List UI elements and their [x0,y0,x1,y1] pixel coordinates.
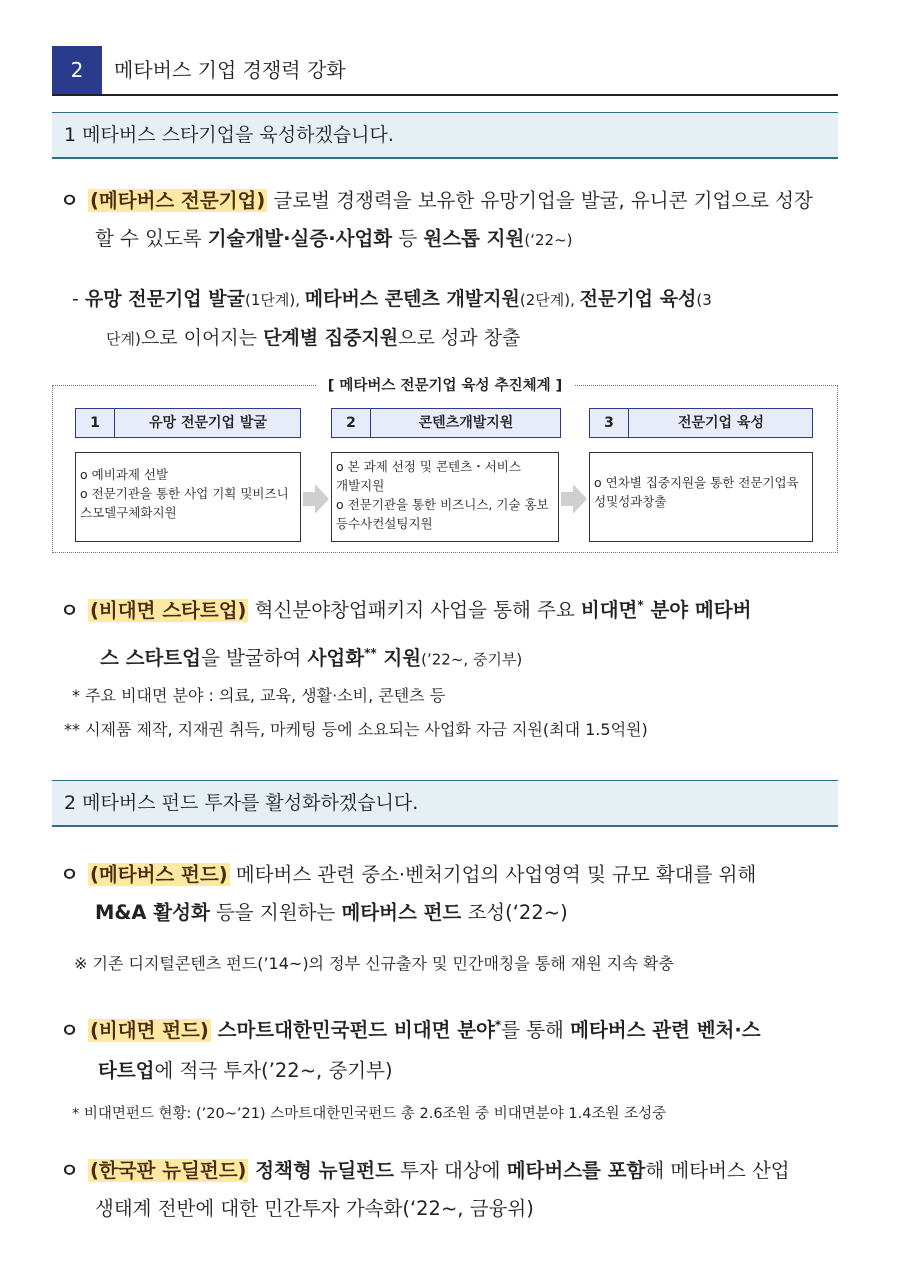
stage-3-body [589,452,813,542]
bold-text: 비대면 [580,598,638,622]
tag-label: (비대면 스타트업) [90,598,247,622]
text: 생태계 전반에 대한 민간투자 가속화(‘22~, 금융위) [95,1197,534,1220]
arrow-right-icon [561,484,587,514]
paragraph-metaverse-fund [60,856,850,932]
bold-text: 타트업 [98,1058,155,1082]
footnote-mark: * [637,598,644,612]
bold-text: 스마트대한민국펀드 비대면 분야 [210,1018,495,1042]
tag-label: (메타버스 펀드) [90,863,228,886]
bullet: ㅇ [60,598,79,622]
footnote: * 비대면펀드 현황: (’20~’21) 스마트대한민국펀드 총 2.6조원 중 비대면분야 1.4조원 조성중 [72,1106,667,1122]
text: 해 메타버스 산업 [645,1159,790,1182]
text: 를 통해 [501,1018,571,1042]
tag-label: (한국판 뉴딜펀드) [90,1159,247,1182]
stage-label: 전문기업 육성 [677,415,765,431]
diagram-title: [ 메타버스 전문기업 육성 추진체계 ] [316,378,575,394]
stage-number: 3 [590,409,629,437]
bold-text: 전문기업 육성 [579,288,697,310]
sub-item-stages [72,280,852,358]
bold-text: 메타버스 관련 벤처·스 [570,1018,761,1042]
bullet: ㅇ [60,863,79,886]
bold-text: 유망 전문기업 발굴 [84,288,245,310]
text: 글로벌 경쟁력을 보유한 유망기업을 발굴, 유니콘 기업으로 성장 [267,189,813,212]
bold-text: 기술개발·실증·사업화 [207,227,393,250]
footnote: ** 시제품 제작, 지재권 취득, 마케팅 등에 소요되는 사업화 자금 지원(최대 1.5억원) [64,720,648,739]
stage-2-body [331,452,559,542]
stage-number: 2 [332,409,371,437]
stage-3-header [589,408,813,438]
stage-item: o 전문기관을 통한 사업 기획 및비즈니 [80,486,289,501]
chapter-header [52,46,838,96]
text: 단계) [106,330,141,348]
paragraph-new-deal-fund [60,1152,850,1228]
stage-item: 스모델구체화지원 [80,505,177,520]
footnote: * 주요 비대면 분야 : 의료, 교육, 생활·소비, 콘텐츠 등 [72,686,446,705]
bullet: ㅇ [60,1018,79,1042]
text: 혁신분야창업패키지 사업을 통해 주요 [248,598,581,622]
stage-item: 등수사컨설팅지원 [336,516,433,531]
section-1-title: 1 메타버스 스타기업을 육성하겠습니다. [64,124,394,146]
stage-item: 성및성과창출 [594,494,667,509]
bullet: ㅇ [60,1159,79,1182]
promotion-system-diagram [52,378,838,553]
paragraph-contactless-fund [60,1005,850,1091]
bullet: ㅇ [60,189,79,212]
text: (’22~, 중기부) [421,650,523,668]
text: 할 수 있도록 [95,227,208,250]
text: 등 [392,227,424,250]
bold-text: 정책형 뉴딜펀드 [248,1159,394,1182]
arrow-right-icon [303,484,329,514]
text: 메타버스 관련 중소·벤처기업의 사업영역 및 규모 확대를 위해 [229,863,757,886]
text: (3 [696,291,712,309]
footnote-mark: ** [364,645,377,660]
text: 으로 성과 창출 [398,327,521,349]
diagram-title-wrap [53,374,837,395]
bold-text: 메타버스 콘텐츠 개발지원 [304,288,520,310]
paragraph-contactless-startup [60,584,850,680]
bold-text: M&A 활성화 [95,901,210,924]
section-2-header [52,780,838,827]
text: 으로 이어지는 [140,327,264,349]
bold-text: 스 스타트업 [100,646,201,669]
reference-note: ※ 기존 디지털콘텐츠 펀드(’14~)의 정부 신규출자 및 민간매칭을 통해 재원 지속 확충 [74,954,674,973]
stage-item: o 연차별 집중지원을 통한 전문기업육 [594,475,799,490]
stage-label: 유망 전문기업 발굴 [149,415,267,431]
stage-1-header [75,408,301,438]
tag-label: (메타버스 전문기업) [90,189,266,212]
tag-label: (비대면 펀드) [90,1018,209,1042]
stage-item: o 본 과제 선정 및 콘텐츠・서비스 [336,459,521,474]
text: 등을 지원하는 [209,901,342,924]
section-2-title: 2 메타버스 펀드 투자를 활성화하겠습니다. [64,792,419,814]
text: (2단계), [519,291,580,309]
stage-number: 1 [76,409,115,437]
stage-1-body [75,452,301,542]
text: 에 적극 투자(’22~, 중기부) [154,1058,393,1082]
dash: - [72,288,85,310]
bold-text: 사업화 [307,646,365,669]
bold-text: 메타버스를 포함 [506,1159,646,1182]
stage-label: 콘텐츠개발지원 [418,415,514,431]
footnote-mark: * [494,1018,502,1032]
bold-text: 메타버스 펀드 [341,901,462,924]
stage-item: o 전문기관을 통한 비즈니스, 기술 홍보 [336,497,549,512]
text: 투자 대상에 [393,1159,507,1182]
bold-text: 단계별 집중지원 [263,327,399,349]
stage-item: 개발지원 [336,478,385,493]
section-1-header [52,112,838,159]
stage-item: o 예비과제 선발 [80,467,169,482]
text: 을 발굴하여 [200,646,308,669]
bold-text: 분야 메타버 [643,598,752,622]
text: 조성(‘22~) [461,901,568,924]
bold-text: 지원 [376,646,422,669]
paragraph-metaverse-company [60,182,850,259]
text: (‘22~) [524,231,573,249]
chapter-number: 2 [52,46,102,94]
bold-text: 원스톱 지원 [423,227,525,250]
text: (1단계), [244,291,305,309]
stage-2-header [331,408,561,438]
chapter-title: 메타버스 기업 경쟁력 강화 [114,58,346,82]
